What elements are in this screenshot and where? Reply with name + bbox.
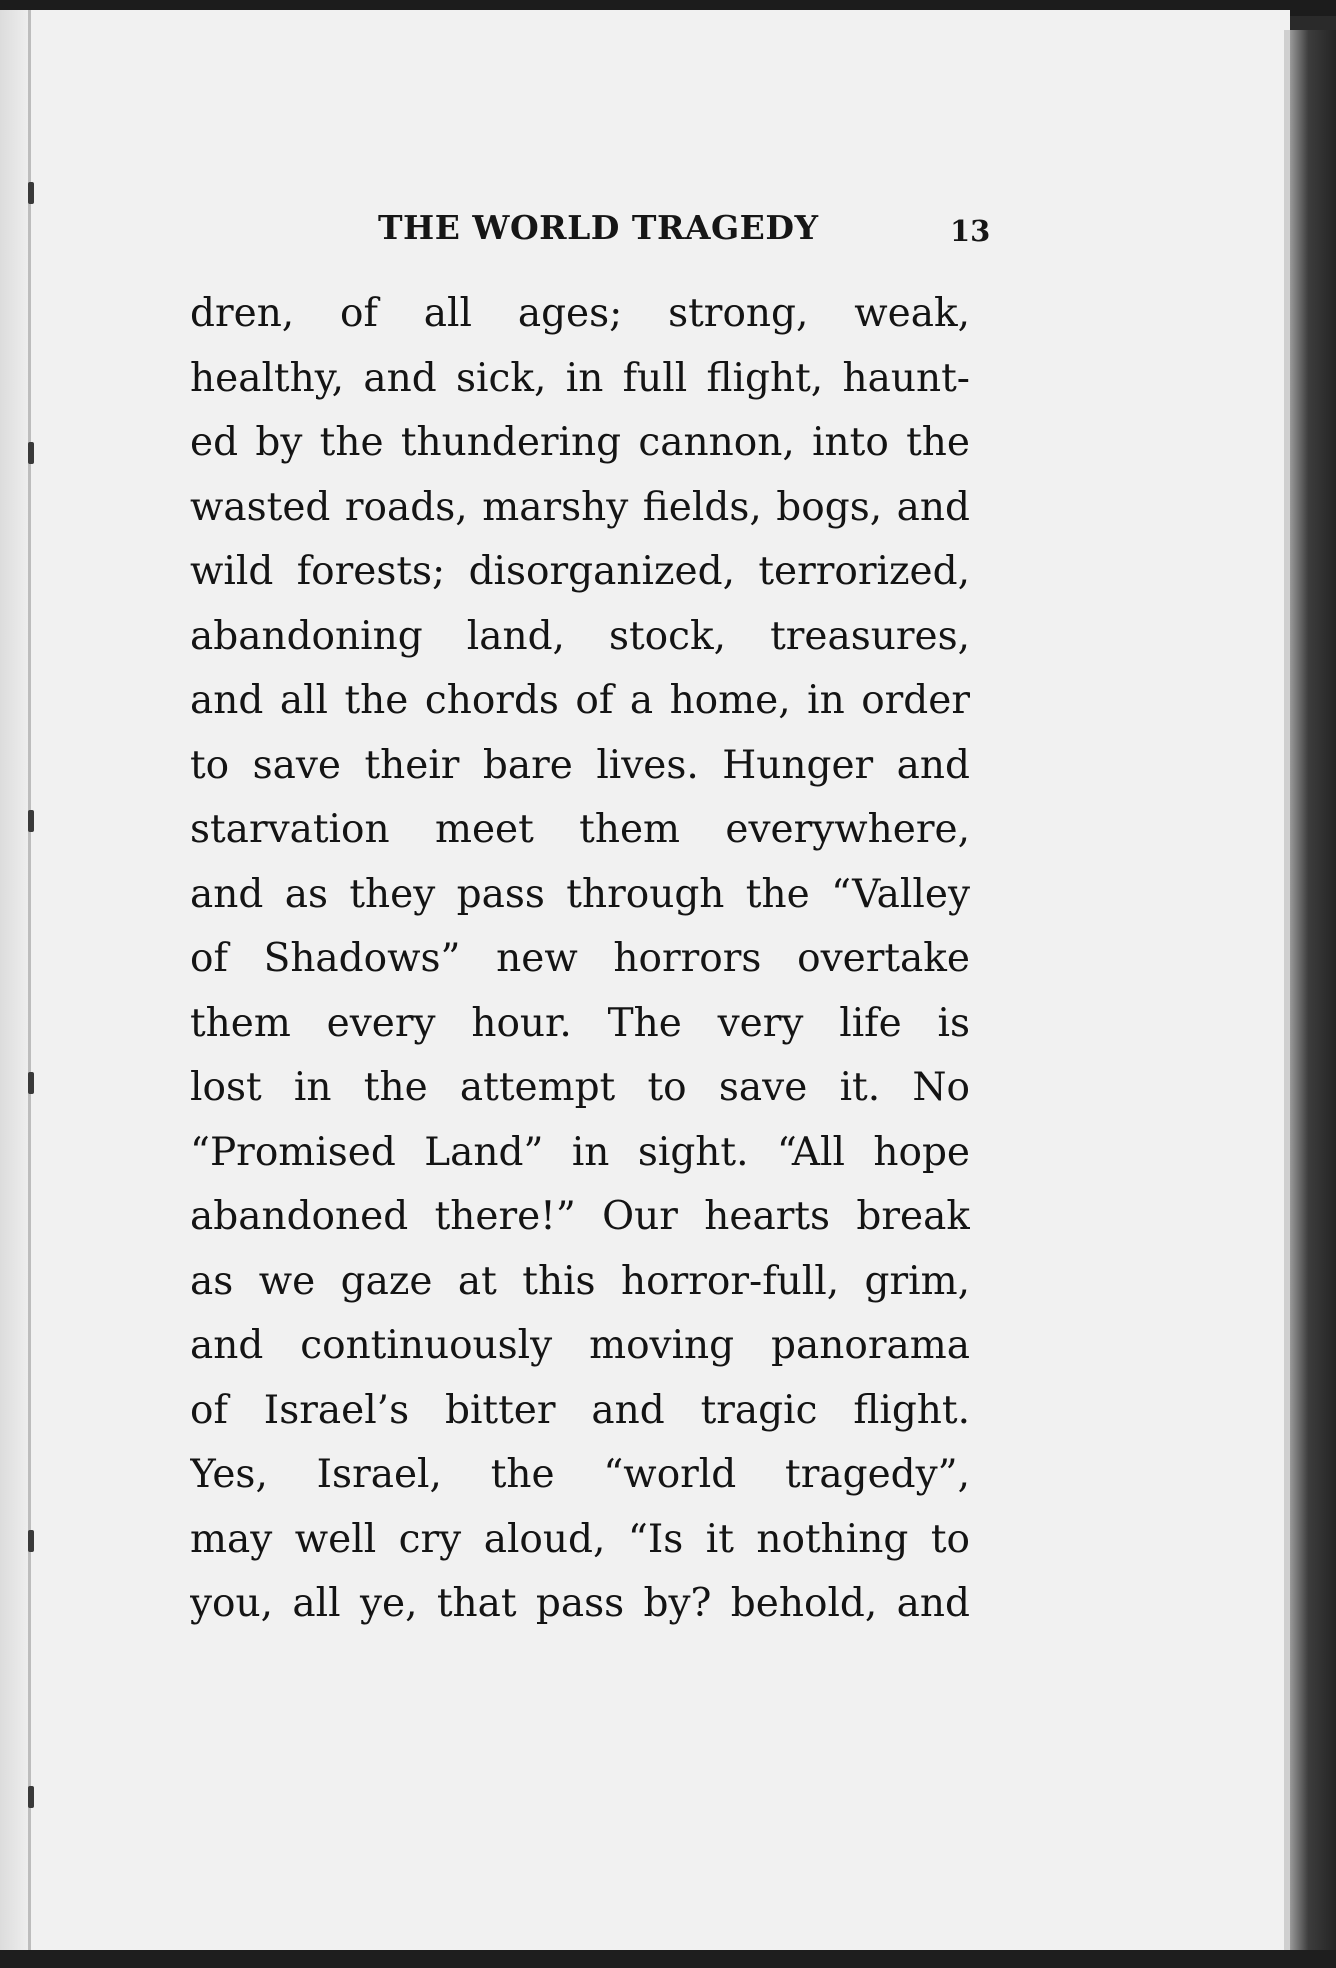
text-line: wasted roads, marshy fields, bogs, and: [190, 484, 970, 530]
binding-thread-mark: [28, 1786, 34, 1808]
binding-thread-mark: [28, 182, 34, 204]
text-line: you, all ye, that pass by? behold, and: [190, 1581, 970, 1626]
page-gutter-line: [28, 10, 31, 1955]
page-number: 13: [950, 214, 991, 248]
text-line: starvation meet them everywhere,: [190, 807, 970, 852]
text-line: abandoning land, stock, treasures,: [190, 613, 970, 659]
text-line: dren, of all ages; strong, weak,: [190, 291, 970, 336]
binding-thread-mark: [28, 1530, 34, 1552]
text-line: of Shadows” new horrors overtake: [190, 936, 970, 981]
body-text: [190, 282, 970, 1637]
running-head-title: THE WORLD TRAGEDY: [378, 208, 819, 247]
text-line: and all the chords of a home, in order: [190, 678, 970, 723]
text-line: lost in the attempt to save it. No: [190, 1065, 970, 1110]
binding-thread-mark: [28, 1072, 34, 1094]
scan-bottom-edge: [0, 1950, 1336, 1968]
text-line: to save their bare lives. Hunger and: [190, 742, 970, 788]
text-line: Yes, Israel, the “world tragedy”,: [190, 1452, 970, 1497]
text-line: abandoned there!” Our hearts break: [190, 1194, 970, 1239]
text-line: them every hour. The very life is: [190, 1000, 970, 1046]
text-line: healthy, and sick, in full flight, haunt-: [190, 355, 970, 401]
text-line: as we gaze at this horror-full, grim,: [190, 1258, 970, 1304]
text-line: may well cry aloud, “Is it nothing to: [190, 1516, 970, 1562]
text-line: wild forests; disorganized, terrorized,: [190, 549, 970, 594]
text-line: of Israel’s bitter and tragic flight.: [190, 1387, 970, 1433]
book-fore-edge: [1290, 30, 1336, 1955]
text-line: “Promised Land” in sight. “All hope: [190, 1129, 970, 1175]
binding-thread-mark: [28, 810, 34, 832]
book-page: [0, 10, 1290, 1955]
text-line: ed by the thundering cannon, into the: [190, 420, 970, 465]
gutter-shadow: [0, 10, 30, 1955]
text-line: and continuously moving panorama: [190, 1323, 970, 1368]
text-line: and as they pass through the “Valley: [190, 871, 970, 917]
binding-thread-mark: [28, 442, 34, 464]
